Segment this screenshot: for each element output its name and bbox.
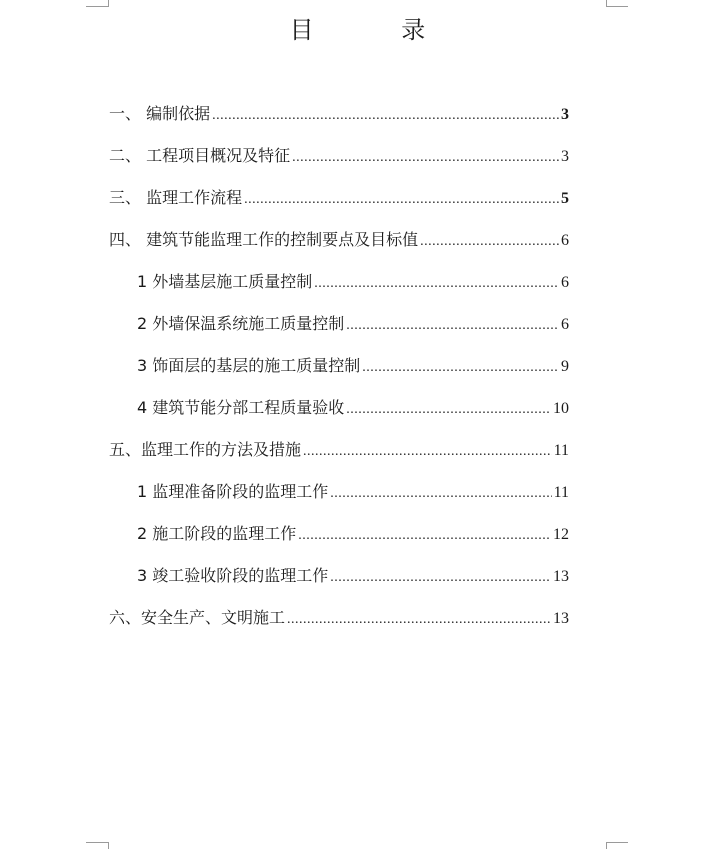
toc-entry-page-number: 9 [561,358,569,375]
toc-entry-label: 1 外墙基层施工质量控制 [137,272,313,291]
toc-entry-page-number: 13 [553,568,569,585]
toc-dot-leader [362,357,559,379]
toc-entry-label: 3 饰面层的基层的施工质量控制 [137,356,361,375]
toc-dot-leader [330,567,551,589]
toc-entry-page-number: 13 [553,610,569,627]
toc-dot-leader [212,105,559,127]
toc-dot-leader [346,399,551,421]
toc-entry-label: 1 监理准备阶段的监理工作 [137,482,329,501]
toc-entry[interactable] [109,145,569,167]
toc-entry[interactable] [137,565,569,587]
crop-mark-bottom-left [108,842,109,849]
toc-entry-label: 二、 工程项目概况及特征 [109,146,291,165]
toc-entry-label: 四、 建筑节能监理工作的控制要点及目标值 [109,230,419,249]
toc-dot-leader [330,483,551,505]
crop-mark-top-right [606,0,607,7]
crop-mark-top-left [108,0,109,7]
crop-mark-bottom-right [606,842,628,843]
toc-entry-page-number: 3 [561,148,569,165]
toc-entry-label: 2 外墙保温系统施工质量控制 [137,314,345,333]
toc-dot-leader [303,441,552,463]
toc-entry-label: 一、 编制依据 [109,104,211,123]
toc-entry[interactable] [109,103,569,125]
crop-mark-top-left [86,6,108,7]
toc-entry-label: 4 建筑节能分部工程质量验收 [137,398,345,417]
crop-mark-bottom-left [86,842,108,843]
toc-entry[interactable] [109,187,569,209]
toc-entry[interactable] [109,439,569,461]
toc-entry[interactable] [109,229,569,251]
toc-entry-page-number: 6 [561,274,569,291]
crop-mark-bottom-right [606,842,607,849]
toc-entry[interactable] [109,607,569,629]
toc-entry-label: 3 竣工验收阶段的监理工作 [137,566,329,585]
toc-entry-page-number: 3 [561,106,569,123]
toc-entry-page-number: 11 [553,484,569,501]
toc-title: 目 录 [289,16,466,44]
toc-entry-label: 三、 监理工作流程 [109,188,243,207]
toc-entry[interactable] [137,397,569,419]
toc-entry-label: 六、安全生产、文明施工 [109,608,286,627]
toc-entry[interactable] [137,523,569,545]
toc-dot-leader [346,315,559,337]
toc-entry[interactable] [137,355,569,377]
toc-entry-page-number: 6 [561,232,569,249]
toc-dot-leader [314,273,559,295]
toc-dot-leader [287,609,551,631]
toc-entry-label: 2 施工阶段的监理工作 [137,524,297,543]
toc-dot-leader [244,189,559,211]
crop-mark-top-right [606,6,628,7]
toc-entry-page-number: 6 [561,316,569,333]
toc-entry[interactable] [137,481,569,503]
toc-dot-leader [420,231,559,253]
toc-entry-page-number: 11 [553,442,569,459]
toc-entry-label: 五、监理工作的方法及措施 [109,440,302,459]
toc-entry-page-number: 12 [553,526,569,543]
toc-dot-leader [292,147,559,169]
toc-entry[interactable] [137,313,569,335]
toc-dot-leader [298,525,551,547]
toc-entry[interactable] [137,271,569,293]
toc-entry-page-number: 5 [561,190,569,207]
toc-entry-page-number: 10 [553,400,569,417]
